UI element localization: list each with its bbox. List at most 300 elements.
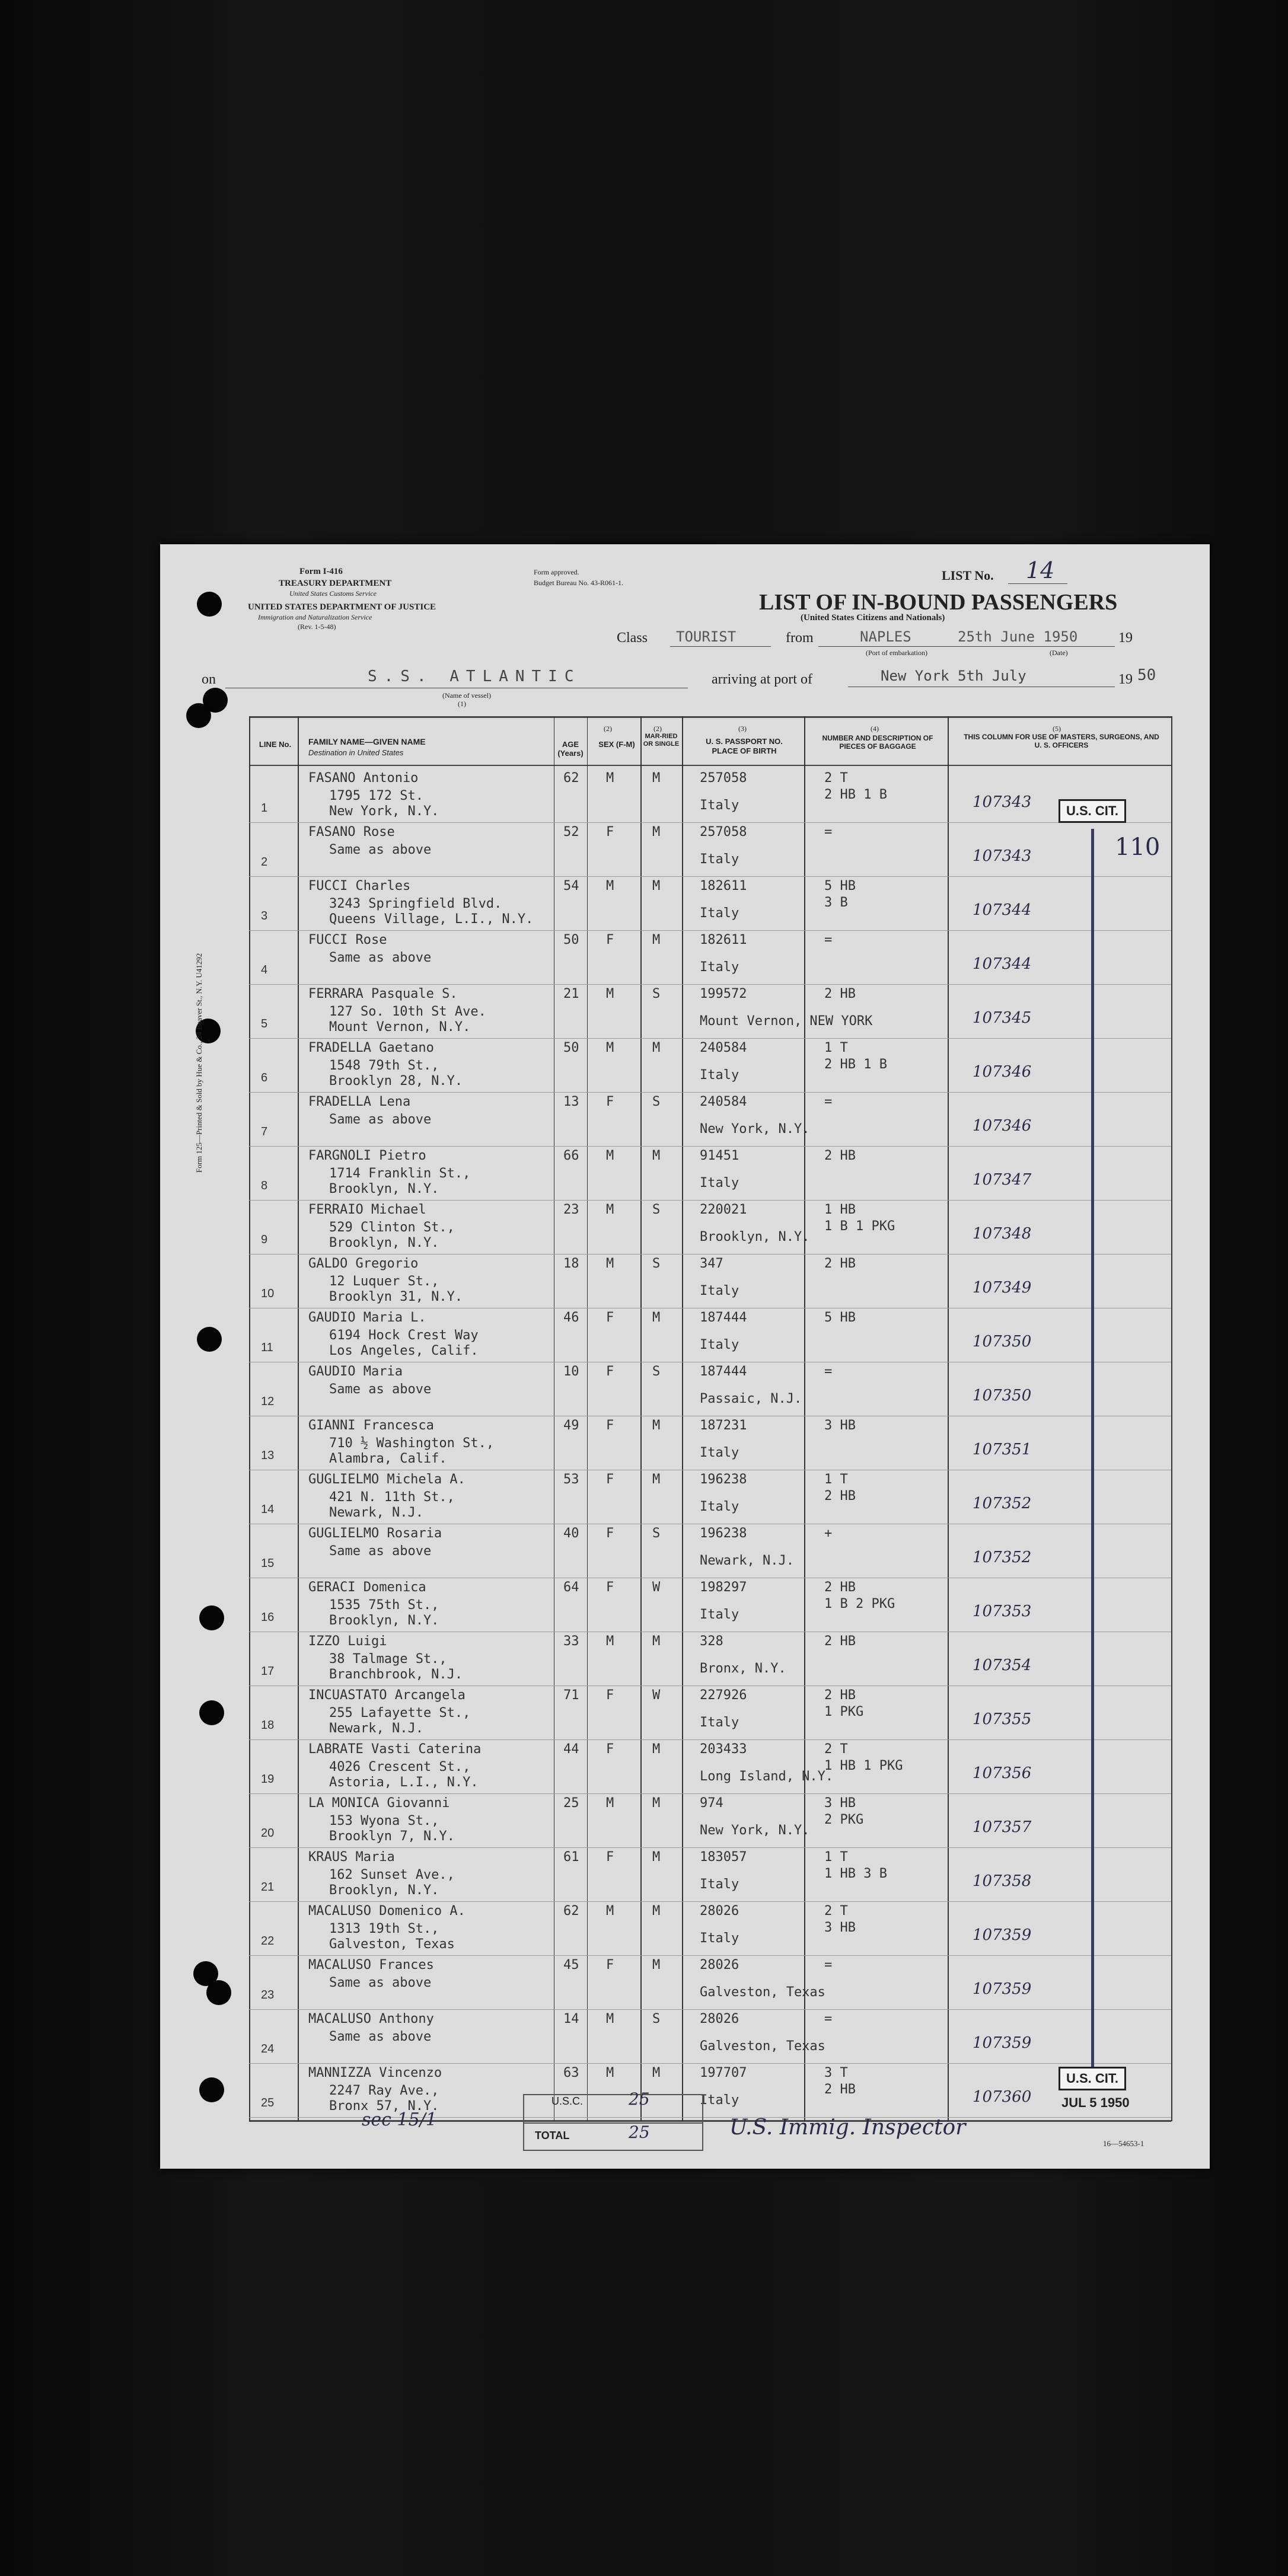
row-passport-number: 28026 bbox=[700, 2012, 739, 2026]
row-destination-city: Branchbrook, N.J. bbox=[329, 1667, 463, 1682]
row-line-number: 11 bbox=[261, 1341, 273, 1354]
year-value-2: 50 bbox=[1137, 666, 1156, 684]
year-label-2: 19 bbox=[1118, 672, 1133, 687]
row-officer-number: 107352 bbox=[973, 1495, 1032, 1512]
row-place-of-birth: Italy bbox=[700, 1284, 739, 1298]
row-marital-status: M bbox=[652, 1742, 661, 1757]
row-baggage-detail: 1 B 1 PKG bbox=[824, 1219, 895, 1234]
row-baggage: 2 HB bbox=[824, 1580, 856, 1595]
row-passenger-name: FASANO Antonio bbox=[308, 771, 419, 786]
row-place-of-birth: Italy bbox=[700, 1607, 739, 1622]
row-destination-city: Queens Village, L.I., N.Y. bbox=[329, 912, 534, 927]
row-divider bbox=[249, 1254, 1171, 1255]
row-officer-number: 107348 bbox=[973, 1225, 1032, 1243]
row-baggage-detail: 2 PKG bbox=[824, 1812, 864, 1827]
col-header-passport: U. S. PASSPORT NO. PLACE OF BIRTH bbox=[706, 737, 783, 755]
row-passport-number: 220021 bbox=[700, 1202, 747, 1217]
row-sex: F bbox=[606, 1526, 614, 1541]
row-destination: 38 Talmage St., bbox=[329, 1652, 447, 1667]
row-age: 13 bbox=[563, 1094, 579, 1109]
row-age: 46 bbox=[563, 1310, 579, 1325]
row-age: 10 bbox=[563, 1364, 579, 1379]
row-place-of-birth: Galveston, Texas bbox=[700, 1985, 825, 2000]
row-divider bbox=[249, 1200, 1171, 1201]
row-line-number: 22 bbox=[261, 1935, 275, 1948]
row-age: 66 bbox=[563, 1148, 579, 1163]
row-destination-city: Astoria, L.I., N.Y. bbox=[329, 1775, 479, 1790]
row-divider bbox=[249, 822, 1171, 823]
row-marital-status: M bbox=[652, 771, 661, 786]
col-border-right bbox=[1171, 716, 1172, 2121]
row-divider bbox=[249, 1092, 1171, 1093]
col-border-passport bbox=[804, 716, 805, 2121]
row-age: 23 bbox=[563, 1202, 579, 1217]
row-baggage: 5 HB bbox=[824, 879, 856, 893]
row-passport-number: 187444 bbox=[700, 1364, 747, 1379]
table-header-rule bbox=[249, 765, 1171, 766]
row-line-number: 2 bbox=[261, 856, 268, 869]
row-passport-number: 257058 bbox=[700, 771, 747, 786]
row-marital-status: M bbox=[652, 1850, 661, 1865]
row-line-number: 20 bbox=[261, 1827, 275, 1840]
row-passenger-name: MACALUSO Anthony bbox=[308, 2012, 434, 2026]
row-age: 64 bbox=[563, 1580, 579, 1595]
row-passenger-name: MANNIZZA Vincenzo bbox=[308, 2066, 442, 2080]
row-sex: F bbox=[606, 1418, 614, 1433]
row-marital-status: M bbox=[652, 1310, 661, 1325]
row-age: 14 bbox=[563, 2012, 579, 2026]
row-destination: 12 Luquer St., bbox=[329, 1274, 439, 1289]
row-destination: 6194 Hock Crest Way bbox=[329, 1328, 479, 1343]
row-destination: 1548 79th St., bbox=[329, 1058, 439, 1073]
row-line-number: 13 bbox=[261, 1449, 275, 1462]
row-sex: M bbox=[606, 771, 614, 786]
binder-hole bbox=[199, 2077, 224, 2102]
binder-hole bbox=[197, 1327, 222, 1352]
row-baggage-detail: 2 HB bbox=[824, 2082, 856, 2097]
vessel-note: (Name of vessel) bbox=[442, 691, 491, 700]
vessel-col-no: (1) bbox=[458, 700, 466, 708]
row-baggage: = bbox=[824, 1364, 833, 1379]
row-line-number: 23 bbox=[261, 1988, 275, 2002]
row-passenger-name: LA MONICA Giovanni bbox=[308, 1796, 450, 1811]
row-passport-number: 240584 bbox=[700, 1094, 747, 1109]
row-destination-city: Galveston, Texas bbox=[329, 1937, 455, 1952]
row-marital-status: M bbox=[652, 933, 661, 947]
row-passenger-name: MACALUSO Frances bbox=[308, 1958, 434, 1972]
row-marital-status: S bbox=[652, 1094, 661, 1109]
row-divider bbox=[249, 930, 1171, 931]
row-destination: 153 Wyona St., bbox=[329, 1814, 439, 1828]
row-baggage-detail: 2 HB bbox=[824, 1489, 856, 1504]
row-baggage: 5 HB bbox=[824, 1310, 856, 1325]
row-baggage: 1 T bbox=[824, 1850, 848, 1865]
row-line-number: 21 bbox=[261, 1881, 275, 1894]
row-destination-city: Brooklyn, N.Y. bbox=[329, 1613, 439, 1628]
row-destination: 3243 Springfield Blvd. bbox=[329, 896, 502, 911]
arriving-label: arriving at port of bbox=[712, 672, 812, 687]
row-line-number: 5 bbox=[261, 1017, 268, 1030]
row-destination: Same as above bbox=[329, 1975, 432, 1990]
row-destination-city: Mount Vernon, N.Y. bbox=[329, 1020, 471, 1035]
list-label: LIST No. bbox=[942, 568, 994, 583]
row-line-number: 18 bbox=[261, 1719, 275, 1732]
row-divider bbox=[249, 1955, 1171, 1956]
col-no-married: (2) bbox=[653, 724, 662, 733]
class-value: TOURIST bbox=[676, 628, 737, 645]
dept-justice: UNITED STATES DEPARTMENT OF JUSTICE bbox=[248, 602, 436, 612]
col-border-left bbox=[249, 716, 250, 2121]
row-destination-city: Alambra, Calif. bbox=[329, 1451, 447, 1466]
row-officer-number: 107344 bbox=[973, 955, 1032, 973]
row-baggage: 1 HB bbox=[824, 1202, 856, 1217]
row-marital-status: W bbox=[652, 1580, 661, 1595]
row-passenger-name: INCUASTATO Arcangela bbox=[308, 1688, 466, 1703]
row-line-number: 19 bbox=[261, 1773, 275, 1786]
row-place-of-birth: Italy bbox=[700, 906, 739, 921]
officer-check-line bbox=[1091, 829, 1094, 2086]
row-officer-number: 107359 bbox=[973, 2034, 1032, 2052]
row-place-of-birth: Italy bbox=[700, 852, 739, 867]
row-divider bbox=[249, 1793, 1171, 1794]
row-place-of-birth: Italy bbox=[700, 1338, 739, 1352]
row-destination-city: Brooklyn, N.Y. bbox=[329, 1883, 439, 1898]
col-header-married: MAR-RIED OR SINGLE bbox=[643, 733, 680, 748]
row-destination: 1313 19th St., bbox=[329, 1921, 439, 1936]
row-baggage: = bbox=[824, 1958, 833, 1972]
col-no-sex: (2) bbox=[604, 724, 612, 733]
row-divider bbox=[249, 2009, 1171, 2010]
dept-treasury-sub: United States Customs Service bbox=[289, 589, 377, 598]
row-age: 25 bbox=[563, 1796, 579, 1811]
row-marital-status: M bbox=[652, 1796, 661, 1811]
row-line-number: 12 bbox=[261, 1395, 275, 1408]
row-age: 52 bbox=[563, 825, 579, 839]
row-line-number: 17 bbox=[261, 1665, 275, 1678]
usc-count: 25 bbox=[629, 2089, 650, 2109]
row-baggage-detail: 3 HB bbox=[824, 1920, 856, 1935]
row-place-of-birth: New York, N.Y. bbox=[700, 1122, 810, 1137]
row-place-of-birth: Italy bbox=[700, 960, 739, 975]
margin-number: 110 bbox=[1115, 834, 1161, 861]
row-passenger-name: IZZO Luigi bbox=[308, 1634, 387, 1649]
row-marital-status: S bbox=[652, 1256, 661, 1271]
row-destination: 127 So. 10th St Ave. bbox=[329, 1004, 486, 1019]
row-destination-city: Brooklyn, N.Y. bbox=[329, 1236, 439, 1250]
row-place-of-birth: Italy bbox=[700, 1931, 739, 1946]
row-divider bbox=[249, 2063, 1171, 2064]
row-line-number: 10 bbox=[261, 1287, 275, 1300]
row-destination-city: Newark, N.J. bbox=[329, 1721, 423, 1736]
row-baggage-detail: 1 HB 3 B bbox=[824, 1866, 887, 1881]
row-marital-status: W bbox=[652, 1688, 661, 1703]
row-baggage: 1 T bbox=[824, 1040, 848, 1055]
row-officer-number: 107346 bbox=[973, 1063, 1032, 1081]
side-printer-text: Form 125—Printed & Sold by Hue & Co., 24 Beaver St., N.Y. U41292 bbox=[195, 953, 203, 1173]
row-divider bbox=[249, 1847, 1171, 1848]
row-passenger-name: LABRATE Vasti Caterina bbox=[308, 1742, 482, 1757]
row-destination: 710 ½ Washington St., bbox=[329, 1436, 495, 1451]
row-sex: M bbox=[606, 1256, 614, 1271]
col-header-baggage: NUMBER AND DESCRIPTION OF PIECES OF BAGGAGE bbox=[822, 734, 933, 751]
row-baggage: 2 T bbox=[824, 1742, 848, 1757]
row-destination-city: Bronx 57, N.Y. bbox=[329, 2099, 439, 2114]
row-destination: Same as above bbox=[329, 2029, 432, 2044]
row-age: 45 bbox=[563, 1958, 579, 1972]
row-place-of-birth: Italy bbox=[700, 1068, 739, 1083]
row-destination: Same as above bbox=[329, 950, 432, 965]
row-officer-number: 107358 bbox=[973, 1872, 1032, 1890]
row-officer-number: 107356 bbox=[973, 1764, 1032, 1782]
row-line-number: 1 bbox=[261, 802, 268, 815]
row-baggage: 1 T bbox=[824, 1472, 848, 1487]
row-marital-status: M bbox=[652, 1958, 661, 1972]
row-passport-number: 196238 bbox=[700, 1472, 747, 1487]
row-line-number: 3 bbox=[261, 909, 268, 922]
row-place-of-birth: Italy bbox=[700, 1445, 739, 1460]
row-sex: F bbox=[606, 1958, 614, 1972]
col-header-name: FAMILY NAME—GIVEN NAME bbox=[308, 737, 426, 746]
usc-total-box bbox=[523, 2094, 703, 2124]
col-no-passport: (3) bbox=[738, 724, 747, 733]
row-destination-city: Brooklyn 7, N.Y. bbox=[329, 1829, 455, 1844]
row-officer-number: 107343 bbox=[973, 847, 1032, 865]
usc-label: U.S.C. bbox=[551, 2095, 584, 2107]
row-destination: 162 Sunset Ave., bbox=[329, 1868, 455, 1882]
row-marital-status: S bbox=[652, 987, 661, 1001]
row-passport-number: 257058 bbox=[700, 825, 747, 839]
row-line-number: 7 bbox=[261, 1125, 268, 1138]
row-passport-number: 199572 bbox=[700, 987, 747, 1001]
port-note: (Port of embarkation) bbox=[866, 649, 927, 657]
row-sex: F bbox=[606, 1850, 614, 1865]
row-destination-city: Brooklyn 31, N.Y. bbox=[329, 1289, 463, 1304]
vessel-name: S.S. ATLANTIC bbox=[368, 668, 581, 685]
row-divider bbox=[249, 984, 1171, 985]
row-age: 54 bbox=[563, 879, 579, 893]
us-citizen-stamp-top: U.S. CIT. bbox=[1059, 799, 1126, 823]
row-passenger-name: GERACI Domenica bbox=[308, 1580, 426, 1595]
row-age: 33 bbox=[563, 1634, 579, 1649]
row-passport-number: 227926 bbox=[700, 1688, 747, 1703]
row-divider bbox=[249, 1038, 1171, 1039]
row-place-of-birth: Italy bbox=[700, 1176, 739, 1190]
binder-hole bbox=[206, 1980, 231, 2005]
row-line-number: 6 bbox=[261, 1071, 268, 1084]
row-baggage: = bbox=[824, 1094, 833, 1109]
row-baggage-detail: 2 HB 1 B bbox=[824, 1057, 887, 1072]
row-marital-status: M bbox=[652, 1634, 661, 1649]
row-passport-number: 182611 bbox=[700, 933, 747, 947]
row-baggage: 2 HB bbox=[824, 987, 856, 1001]
form-revision: (Rev. 1-5-48) bbox=[298, 623, 336, 631]
row-destination: 4026 Crescent St., bbox=[329, 1760, 471, 1774]
row-sex: F bbox=[606, 933, 614, 947]
row-sex: M bbox=[606, 2066, 614, 2080]
row-place-of-birth: Italy bbox=[700, 1877, 739, 1892]
row-sex: F bbox=[606, 1688, 614, 1703]
row-passport-number: 28026 bbox=[700, 1958, 739, 1972]
row-passenger-name: FERRAIO Michael bbox=[308, 1202, 426, 1217]
row-sex: F bbox=[606, 1094, 614, 1109]
row-passport-number: 974 bbox=[700, 1796, 723, 1811]
from-label: from bbox=[786, 630, 814, 646]
binder-hole bbox=[203, 688, 228, 713]
row-sex: M bbox=[606, 1796, 614, 1811]
row-marital-status: M bbox=[652, 879, 661, 893]
handwritten-note: sec 15/1 bbox=[362, 2109, 437, 2130]
row-passenger-name: KRAUS Maria bbox=[308, 1850, 395, 1865]
row-passport-number: 240584 bbox=[700, 1040, 747, 1055]
print-code: 16—54653-1 bbox=[1103, 2139, 1144, 2148]
row-destination-city: New York, N.Y. bbox=[329, 804, 439, 819]
row-destination: 2247 Ray Ave., bbox=[329, 2083, 439, 2098]
col-header-sex: SEX (F-M) bbox=[598, 740, 635, 749]
row-place-of-birth: Long Island, N.Y. bbox=[700, 1769, 834, 1784]
row-baggage: 2 T bbox=[824, 1904, 848, 1919]
row-age: 71 bbox=[563, 1688, 579, 1703]
row-line-number: 8 bbox=[261, 1179, 268, 1192]
col-no-officers: (5) bbox=[1053, 724, 1061, 733]
col-header-dest: Destination in United States bbox=[308, 748, 404, 757]
table-top-rule bbox=[249, 716, 1171, 718]
list-underline bbox=[1008, 583, 1067, 584]
row-sex: F bbox=[606, 1742, 614, 1757]
col-header-line: LINE No. bbox=[259, 740, 292, 749]
row-line-number: 15 bbox=[261, 1557, 275, 1570]
row-passenger-name: GUGLIELMO Rosaria bbox=[308, 1526, 442, 1541]
row-baggage-detail: 1 HB 1 PKG bbox=[824, 1758, 903, 1773]
col-no-baggage: (4) bbox=[871, 724, 879, 733]
row-sex: M bbox=[606, 2012, 614, 2026]
row-place-of-birth: Italy bbox=[700, 2093, 739, 2108]
binder-hole bbox=[199, 1605, 224, 1630]
row-destination: 421 N. 11th St., bbox=[329, 1490, 455, 1505]
col-header-age: AGE (Years) bbox=[557, 740, 584, 758]
row-sex: M bbox=[606, 1148, 614, 1163]
row-passport-number: 328 bbox=[700, 1634, 723, 1649]
row-age: 62 bbox=[563, 771, 579, 786]
manifest-subtitle: (United States Citizens and Nationals) bbox=[801, 613, 945, 623]
row-place-of-birth: Brooklyn, N.Y. bbox=[700, 1230, 810, 1244]
row-officer-number: 107345 bbox=[973, 1009, 1032, 1027]
row-officer-number: 107344 bbox=[973, 901, 1032, 919]
row-passenger-name: FARGNOLI Pietro bbox=[308, 1148, 426, 1163]
row-passenger-name: FRADELLA Lena bbox=[308, 1094, 411, 1109]
row-baggage: 2 HB bbox=[824, 1148, 856, 1163]
row-baggage: = bbox=[824, 933, 833, 947]
budget-bureau: Budget Bureau No. 43-R061-1. bbox=[534, 579, 623, 587]
row-destination-city: Los Angeles, Calif. bbox=[329, 1343, 479, 1358]
row-place-of-birth: Bronx, N.Y. bbox=[700, 1661, 786, 1676]
row-age: 62 bbox=[563, 1904, 579, 1919]
col-header-officers: THIS COLUMN FOR USE OF MASTERS, SURGEONS, AND U. S. OFFICERS bbox=[964, 733, 1159, 749]
row-passport-number: 187444 bbox=[700, 1310, 747, 1325]
row-officer-number: 107351 bbox=[973, 1441, 1032, 1458]
class-label: Class bbox=[617, 630, 648, 646]
row-line-number: 4 bbox=[261, 963, 268, 976]
row-line-number: 16 bbox=[261, 1611, 275, 1624]
binder-hole bbox=[199, 1700, 224, 1725]
col-border-married bbox=[682, 716, 683, 2121]
row-age: 49 bbox=[563, 1418, 579, 1433]
row-marital-status: M bbox=[652, 1904, 661, 1919]
row-marital-status: M bbox=[652, 1472, 661, 1487]
row-sex: M bbox=[606, 1634, 614, 1649]
row-destination: 1795 172 St. bbox=[329, 789, 423, 803]
row-sex: F bbox=[606, 825, 614, 839]
form-number: Form I-416 bbox=[299, 567, 343, 576]
row-passenger-name: GAUDIO Maria L. bbox=[308, 1310, 426, 1325]
row-passenger-name: GIANNI Francesca bbox=[308, 1418, 434, 1433]
row-passenger-name: FASANO Rose bbox=[308, 825, 395, 839]
arriving-value: New York 5th July bbox=[881, 668, 1026, 684]
row-line-number: 14 bbox=[261, 1503, 275, 1516]
row-sex: M bbox=[606, 987, 614, 1001]
row-passenger-name: GUGLIELMO Michela A. bbox=[308, 1472, 466, 1487]
row-baggage: 2 HB bbox=[824, 1256, 856, 1271]
row-destination: Same as above bbox=[329, 1382, 432, 1397]
row-baggage: 3 T bbox=[824, 2066, 848, 2080]
row-line-number: 9 bbox=[261, 1233, 268, 1246]
row-baggage: 2 HB bbox=[824, 1688, 856, 1703]
row-sex: M bbox=[606, 1904, 614, 1919]
total-value: 25 bbox=[629, 2122, 650, 2142]
row-place-of-birth: Italy bbox=[700, 1715, 739, 1730]
row-sex: M bbox=[606, 1202, 614, 1217]
row-age: 21 bbox=[563, 987, 579, 1001]
row-baggage-detail: 1 PKG bbox=[824, 1704, 864, 1719]
row-baggage: 3 HB bbox=[824, 1418, 856, 1433]
date-note: (Date) bbox=[1050, 649, 1068, 657]
col-border-baggage bbox=[948, 716, 949, 2121]
on-label: on bbox=[202, 672, 216, 687]
row-age: 63 bbox=[563, 2066, 579, 2080]
row-passport-number: 203433 bbox=[700, 1742, 747, 1757]
row-place-of-birth: New York, N.Y. bbox=[700, 1823, 810, 1838]
row-marital-status: S bbox=[652, 1526, 661, 1541]
form-approved: Form approved. bbox=[534, 568, 579, 576]
row-officer-number: 107346 bbox=[973, 1117, 1032, 1135]
row-officer-number: 107355 bbox=[973, 1710, 1032, 1728]
row-divider bbox=[249, 1739, 1171, 1740]
date-stamp: JUL 5 1950 bbox=[1061, 2095, 1130, 2110]
row-marital-status: M bbox=[652, 2066, 661, 2080]
row-passenger-name: GALDO Gregorio bbox=[308, 1256, 419, 1271]
row-passport-number: 347 bbox=[700, 1256, 723, 1271]
row-passenger-name: FERRARA Pasquale S. bbox=[308, 987, 458, 1001]
row-divider bbox=[249, 1901, 1171, 1902]
row-destination: 529 Clinton St., bbox=[329, 1220, 455, 1235]
row-officer-number: 107347 bbox=[973, 1171, 1032, 1189]
total-label: TOTAL bbox=[535, 2130, 570, 2141]
row-passport-number: 187231 bbox=[700, 1418, 747, 1433]
row-age: 53 bbox=[563, 1472, 579, 1487]
row-marital-status: M bbox=[652, 1148, 661, 1163]
row-baggage: 2 T bbox=[824, 771, 848, 786]
row-destination-city: Brooklyn 28, N.Y. bbox=[329, 1074, 463, 1089]
row-destination: Same as above bbox=[329, 1112, 432, 1127]
row-age: 18 bbox=[563, 1256, 579, 1271]
row-baggage: 2 HB bbox=[824, 1634, 856, 1649]
row-baggage: = bbox=[824, 2012, 833, 2026]
list-number: 14 bbox=[1026, 557, 1055, 583]
from-underline bbox=[818, 646, 1115, 647]
row-sex: F bbox=[606, 1472, 614, 1487]
row-sex: M bbox=[606, 879, 614, 893]
row-baggage: 3 HB bbox=[824, 1796, 856, 1811]
row-destination: Same as above bbox=[329, 842, 432, 857]
